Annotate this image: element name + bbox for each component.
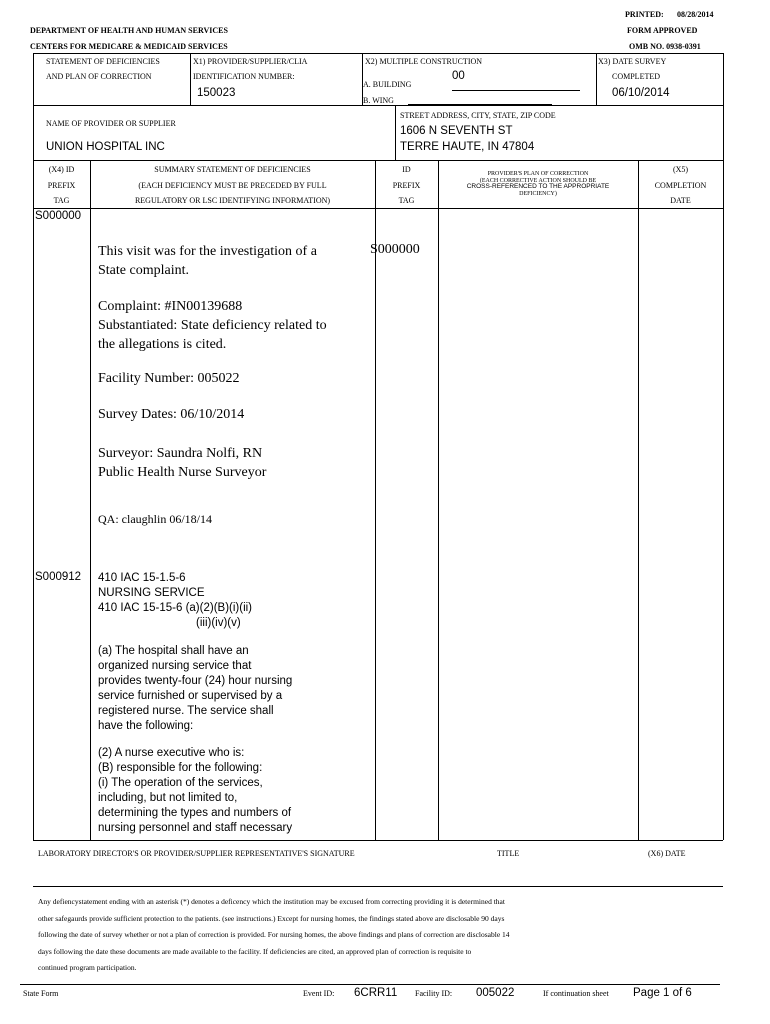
disclaimer-line-5: continued program participation.: [38, 963, 137, 972]
continuation-label: If continuation sheet: [543, 989, 609, 998]
nursing-line-5: registered nurse. The service shall: [98, 705, 274, 717]
form-approved: FORM APPROVED: [627, 26, 698, 35]
statement-label-1: STATEMENT OF DEFICIENCIES: [46, 57, 160, 66]
body-bottom: [33, 840, 723, 841]
event-id-label: Event ID:: [303, 989, 335, 998]
nursing-line-4: service furnished or supervised by a: [98, 690, 283, 702]
x5-header-2: COMPLETION: [654, 181, 707, 190]
divider-plan-col: [638, 160, 639, 840]
x3-label-2: COMPLETED: [612, 72, 660, 81]
executive-line-2: (B) responsible for the following:: [98, 762, 263, 774]
visit-line-1: This visit was for the investigation of a: [98, 244, 317, 259]
building-label: A. BUILDING: [363, 80, 412, 89]
executive-line-5: determining the types and numbers of: [98, 807, 292, 819]
surveyor-line-1: Surveyor: Saundra Nolfi, RN: [98, 446, 263, 461]
nursing-line-1: (a) The hospital shall have an: [98, 645, 249, 657]
divider-x1: [190, 53, 191, 105]
complaint-line-1: Complaint: #IN00139688: [98, 299, 243, 314]
executive-line-1: (2) A nurse executive who is:: [98, 747, 245, 759]
footer-rule: [20, 984, 720, 985]
wing-label: B. WING: [363, 96, 394, 105]
disclaimer-line-1: Any defiencystatement ending with an asterisk (*) denotes a deficency which the institution may be excused from correcting providing it is determined that: [38, 897, 505, 906]
provider-name-label: NAME OF PROVIDER OR SUPPLIER: [46, 119, 176, 128]
nursing-line-3: provides twenty-four (24) hour nursing: [98, 675, 293, 687]
executive-line-4: including, but not limited to,: [98, 792, 238, 804]
right-border: [723, 53, 724, 840]
x1-label-2: IDENTIFICATION NUMBER:: [193, 72, 295, 81]
signature-bottom: [33, 886, 723, 887]
x5-header-3: DATE: [670, 196, 691, 205]
printed-date: 08/28/2014: [677, 10, 714, 19]
executive-line-6: nursing personnel and staff necessary: [98, 822, 293, 834]
x4-header-1: (X4) ID: [48, 165, 75, 174]
event-id-value: 6CRR11: [354, 987, 398, 999]
row1-bottom: [33, 105, 723, 106]
header-row-bottom: [33, 208, 723, 209]
x2-label: X2) MULTIPLE CONSTRUCTION: [365, 57, 483, 66]
wing-underline: [408, 104, 552, 105]
paragraph-nurse-executive: [98, 746, 292, 836]
facility-id-value: 005022: [476, 987, 515, 999]
x3-label-1: X3) DATE SURVEY: [598, 57, 667, 66]
tag-s000000-right: S000000: [370, 242, 420, 257]
plan-header: [438, 171, 638, 197]
divider-x3: [596, 53, 597, 105]
divider-address: [395, 105, 396, 160]
plan-header-4: DEFICIENCY): [519, 190, 557, 197]
visit-line-2: State complaint.: [98, 263, 189, 278]
disclaimer-line-4: days following the date these documents are made available to the facility. If deficiencies are cited, an approved plan of correction is requisite to: [38, 946, 472, 956]
regulation-line-1: 410 IAC 15-1.5-6: [98, 572, 186, 584]
paragraph-regulation: [98, 571, 252, 631]
multiple-construction-value: 00: [452, 70, 465, 82]
state-form-label: State Form: [23, 989, 59, 998]
disclaimer-line-2: other safegaurds provide sufficient protection to the patients. (see instructions.) Except for nursing homes, the findings stated above are disclosable 90 days: [38, 913, 505, 923]
divider-id-col: [438, 160, 439, 840]
provider-id-value: 150023: [197, 87, 236, 99]
paragraph-visit: [98, 242, 317, 280]
centers-title: CENTERS FOR MEDICARE & MEDICAID SERVICES: [30, 42, 228, 51]
id-header-3: TAG: [398, 196, 415, 205]
paragraph-nursing-service: [98, 644, 292, 734]
regulation-line-4: (iii)(iv)(v): [196, 617, 241, 629]
regulation-line-2: NURSING SERVICE: [98, 587, 205, 599]
summary-header-1: SUMMARY STATEMENT OF DEFICIENCIES: [154, 165, 311, 174]
provider-name-value: UNION HOSPITAL INC: [46, 141, 165, 153]
plan-header-2: (EACH CORRECTIVE ACTION SHOULD BE: [479, 177, 597, 184]
top-border: [33, 53, 723, 54]
complaint-line-2: Substantiated: State deficiency related to: [98, 318, 327, 333]
executive-line-3: (i) The operation of the services,: [98, 777, 263, 789]
summary-header-3: REGULATORY OR LSC IDENTIFYING INFORMATION): [134, 196, 331, 205]
printed-label: PRINTED:: [625, 10, 664, 19]
nursing-line-2: organized nursing service that: [98, 660, 252, 672]
complaint-line-3: the allegations is cited.: [98, 337, 227, 352]
statement-label-2: AND PLAN OF CORRECTION: [46, 72, 152, 81]
tag-s000912: S000912: [35, 571, 82, 583]
title-label: TITLE: [497, 849, 520, 858]
address-line-2: TERRE HAUTE, IN 47804: [400, 141, 535, 153]
address-line-1: 1606 N SEVENTH ST: [400, 125, 513, 137]
tag-s000000: S000000: [35, 210, 82, 222]
building-underline: [452, 90, 580, 91]
regulation-line-3: 410 IAC 15-15-6 (a)(2)(B)(i)(ii): [98, 602, 253, 614]
paragraph-surveyor: [98, 444, 266, 482]
disclaimer-line-3: following the date of survey whether or not a plan of correction is provided. For nursing homes, the above findings and plans of correction are disclosable 14: [38, 930, 510, 939]
x6-date-label: (X6) DATE: [648, 849, 686, 858]
plan-header-3: CROSS-REFERENCED TO THE APPROPRIATE: [466, 183, 610, 190]
divider-summary-col: [375, 160, 376, 840]
row2-bottom: [33, 160, 723, 161]
director-signature-label: LABORATORY DIRECTOR'S OR PROVIDER/SUPPLIER REPRESENTATIVE'S SIGNATURE: [38, 849, 355, 858]
id-header-2: PREFIX: [392, 181, 421, 190]
divider-x4-col: [90, 160, 91, 840]
x1-label-1: X1) PROVIDER/SUPPLIER/CLIA: [193, 57, 308, 66]
surveyor-line-2: Public Health Nurse Surveyor: [98, 465, 267, 480]
paragraph-complaint: [98, 297, 327, 354]
facility-id-label: Facility ID:: [415, 989, 453, 998]
x4-header-2: PREFIX: [47, 181, 76, 190]
survey-dates: Survey Dates: 06/10/2014: [98, 407, 245, 422]
x4-header-3: TAG: [53, 196, 70, 205]
facility-number: Facility Number: 005022: [98, 371, 240, 386]
omb-number: OMB NO. 0938-0391: [629, 42, 701, 51]
x5-header-1: (X5): [672, 165, 689, 174]
page-number: Page 1 of 6: [633, 987, 692, 999]
department-title: DEPARTMENT OF HEALTH AND HUMAN SERVICES: [30, 26, 228, 35]
plan-header-1: PROVIDER'S PLAN OF CORRECTION: [487, 171, 589, 177]
disclaimer: [38, 894, 718, 977]
summary-header-2: (EACH DEFICIENCY MUST BE PRECEDED BY FULL: [138, 181, 327, 190]
nursing-line-6: have the following:: [98, 720, 194, 732]
qa-line: QA: claughlin 06/18/14: [98, 512, 212, 526]
address-label: STREET ADDRESS, CITY, STATE, ZIP CODE: [400, 111, 556, 120]
id-header-1: ID: [402, 165, 411, 174]
survey-date-value: 06/10/2014: [612, 87, 670, 99]
